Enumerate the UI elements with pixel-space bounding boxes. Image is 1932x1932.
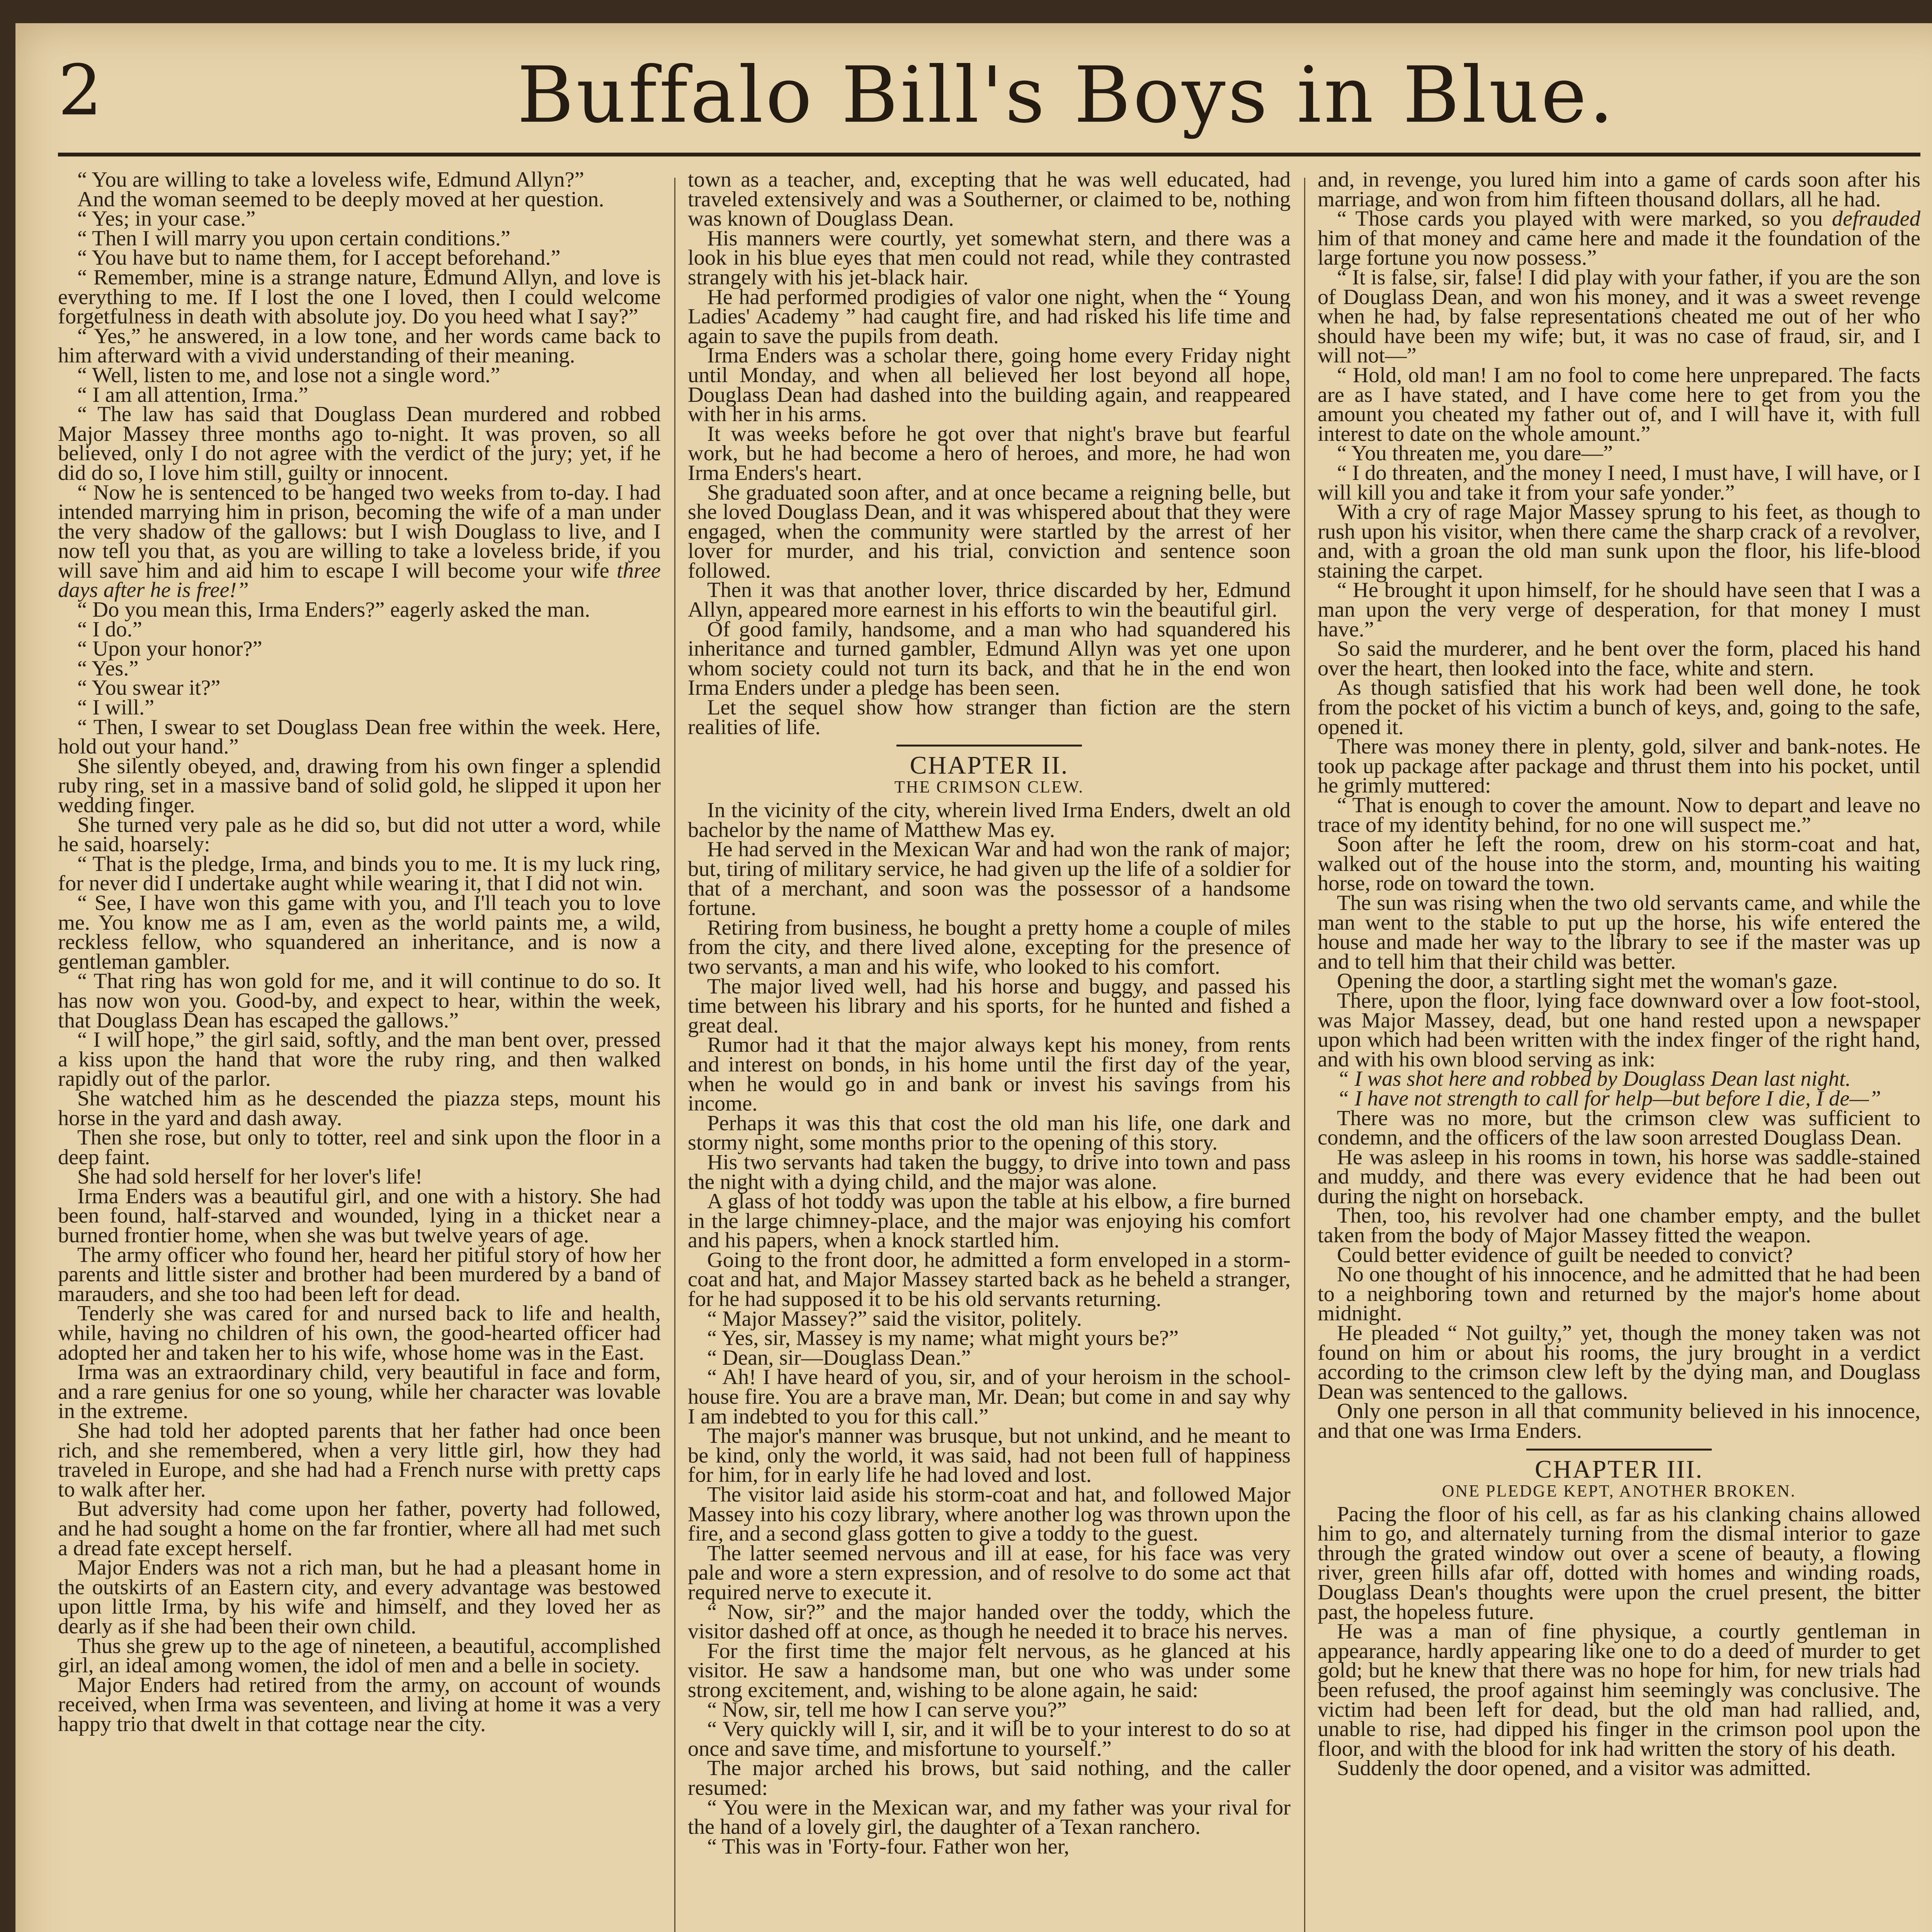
italic-text: defrauded bbox=[1832, 207, 1920, 231]
paragraph: Major Enders had retired from the army, on account of wounds received, when Irma was seventeen, and living at home it was a very happy trio that dwelt in that cottage near the city. bbox=[58, 1673, 661, 1736]
paragraph: He pleaded “ Not guilty,” yet, though the money taken was not found on him or about his rooms, the jury brought in a verdict according to the crimson clew left by the dying man, and Douglass Dean was sentenced to the gallows. bbox=[1318, 1321, 1920, 1404]
paragraph: “ You threaten me, you dare—” bbox=[1337, 441, 1613, 466]
paragraph: “ That is enough to cover the amount. Now to depart and leave no trace of my identity behind, for no one will suspect me.” bbox=[1318, 793, 1920, 837]
italic-text: “ I was shot here and robbed by Douglass Dean last night. bbox=[1337, 1067, 1851, 1091]
publication-title: Buffalo Bill's Boys in Blue. bbox=[517, 50, 1616, 140]
paragraph: “ Do you mean this, Irma Enders?” eagerly asked the man. bbox=[77, 598, 590, 622]
page-number: 2 bbox=[58, 50, 102, 131]
paragraph: “ Dean, sir—Douglass Dean.” bbox=[707, 1345, 971, 1370]
paragraph: “ You swear it?” bbox=[77, 676, 221, 700]
paragraph: “ It is false, sir, false! I did play with your father, if you are the son of Douglass Dean, and won his money, and it was a sweet revenge when he had, by false representations cheated me out of her who should have been my wife; but, it was no case of fraud, sir, and I will not—” bbox=[1318, 265, 1920, 368]
paragraph: Retiring from business, he bought a pretty home a couple of miles from the city, and there lived alone, excepting for the presence of two servants, a man and his wife, who looked to his comfort. bbox=[688, 915, 1291, 979]
paragraph: She watched him as he descended the piazza steps, mount his horse in the yard and dash away. bbox=[58, 1086, 661, 1130]
paragraph: and, in revenge, you lured him into a game of cards soon after his marriage, and won from him fifteen thousand dollars, all he had. bbox=[1318, 170, 1920, 211]
paragraph: His two servants had taken the buggy, to drive into town and pass the night with a dying child, and the major was alone. bbox=[688, 1150, 1291, 1194]
paragraph: “ You have but to name them, for I accept beforehand.” bbox=[77, 246, 561, 270]
paragraph: Only one person in all that community believed in his innocence, and that one was Irma Enders. bbox=[1318, 1399, 1920, 1443]
paragraph: “ Hold, old man! I am no fool to come here unprepared. The facts are as I have stated, and I have come here to get from you the amount you cheated my father out of, and I will have it, with full interest to date on the whole amount.” bbox=[1318, 363, 1920, 446]
italic-quote bbox=[1318, 1086, 1920, 1111]
paragraph: “ Major Massey?” said the visitor, politely. bbox=[707, 1306, 1082, 1331]
paragraph: The major's manner was brusque, but not unkind, and he meant to be kind, only the world, it was said, had not been full of happiness for him, for in early life he had loved and lost. bbox=[688, 1424, 1291, 1487]
paragraph: There was no more, but the crimson clew was sufficient to condemn, and the officers of the law soon arrested Douglass Dean. bbox=[1318, 1106, 1920, 1150]
paragraph: A glass of hot toddy was upon the table at his elbow, a fire burned in the large chimney-place, and the major was enjoying his comfort and his papers, when a knock startled him. bbox=[688, 1189, 1291, 1253]
newspaper-page bbox=[15, 23, 1932, 1932]
paragraph: He had served in the Mexican War and had won the rank of major; but, tiring of military service, he had given up the life of a soldier for that of a merchant, and soon was the possessor of a handsome fortune. bbox=[688, 837, 1291, 920]
paragraph: Irma Enders was a beautiful girl, and one with a history. She had been found, half-starved and wounded, lying in a thicket near a burned frontier home, when she was but twelve years of age. bbox=[58, 1184, 661, 1248]
paragraph: Then, too, his revolver had one chamber empty, and the bullet taken from the body of Major Massey fitted the weapon. bbox=[1318, 1204, 1920, 1248]
paragraph: “ Very quickly will I, sir, and it will be to your interest to do so at once and save time, and misfortune to yourself.” bbox=[688, 1717, 1291, 1761]
paragraph: “ You were in the Mexican war, and my father was your rival for the hand of a lovely girl, the daughter of a Texan ranchero. bbox=[688, 1795, 1291, 1839]
paragraph: Rumor had it that the major always kept his money, from rents and interest on bonds, in his home until the first day of the year, when he would go in and bank or invest his savings from his income. bbox=[688, 1033, 1291, 1116]
paragraph: “ Yes, sir, Massey is my name; what might yours be?” bbox=[707, 1326, 1179, 1350]
paragraph: Then it was that another lover, thrice discarded by her, Edmund Allyn, appeared more earnest in his efforts to win the beautiful girl. bbox=[688, 578, 1291, 622]
paragraph: She had told her adopted parents that her father had once been rich, and she remembered, when a very little girl, how they had traveled in Europe, and she had had a French nurse with pretty caps to walk after her. bbox=[58, 1419, 661, 1502]
paragraph-text: him of that money and came here and made it the foundation of the large fortune you now possess.” bbox=[1318, 226, 1920, 270]
paragraph: He was a man of fine physique, a courtly gentleman in appearance, hardly appearing like one to do a deed of murder to get gold; but he knew that there was no hope for him, for new trials had been refused, the proof against him seemingly was conclusive. The victim had been left for dead, but the old man had rallied, and, unable to rise, had dipped his finger in the crimson pool upon the floor, and with the blood for ink had written the story of his death. bbox=[1318, 1619, 1920, 1761]
paragraph: She had sold herself for her lover's life! bbox=[77, 1165, 423, 1189]
paragraph: “ I do threaten, and the money I need, I must have, I will have, or I will kill you and take it from your safe yonder.” bbox=[1318, 461, 1920, 505]
paragraph: “ I do.” bbox=[77, 617, 142, 641]
chapter-heading bbox=[688, 745, 1291, 797]
paragraph: So said the murderer, and he bent over the form, placed his hand over the heart, then looked into the face, white and stern. bbox=[1318, 637, 1920, 680]
paragraph: “ Then I will marry you upon certain conditions.” bbox=[77, 226, 510, 250]
paragraph: “ Now, sir?” and the major handed over the toddy, which the visitor dashed off at once, as though he needed it to brace his nerves. bbox=[688, 1600, 1291, 1644]
paragraph: “ Yes.” bbox=[77, 656, 139, 680]
paragraph: Irma Enders was a scholar there, going home every Friday night until Monday, and when all believed her lost beyond all hope, Douglass Dean had dashed into the building again, and reappeared with her in his arms. bbox=[688, 344, 1291, 427]
paragraph: Could better evidence of guilt be needed to convict? bbox=[1337, 1243, 1793, 1267]
paragraph: No one thought of his innocence, and he admitted that he had been to a neighboring town and returned by the major's home about midnight. bbox=[1318, 1262, 1920, 1326]
paragraph: Suddenly the door opened, and a visitor was admitted. bbox=[1337, 1756, 1811, 1781]
paragraph: Perhaps it was this that cost the old man his life, one dark and stormy night, some months prior to the opening of this story. bbox=[688, 1111, 1291, 1155]
chapter-heading bbox=[1318, 1449, 1920, 1501]
header-rule bbox=[58, 153, 1920, 156]
paragraph: “ Well, listen to me, and lose not a single word.” bbox=[77, 363, 500, 387]
paragraph: And the woman seemed to be deeply moved at her question. bbox=[77, 187, 604, 211]
paragraph: The army officer who found her, heard her pitiful story of how her parents and little sister and brother had been murdered by a band of marauders, and she too had been left for dead. bbox=[58, 1243, 661, 1306]
column-1 bbox=[58, 170, 661, 1932]
paragraph bbox=[58, 480, 661, 602]
paragraph: Major Enders was not a rich man, but he had a pleasant home in the outskirts of an Eastern city, and every advantage was bestowed upon little Irma, by his wife and himself, and they loved her as dearly as if she had been their own child. bbox=[58, 1556, 661, 1638]
chapter-rule bbox=[1526, 1449, 1712, 1451]
paragraph: As though satisfied that his work had been well done, he took from the pocket of his victim a bunch of keys, and, going to the safe, opened it. bbox=[1318, 676, 1920, 739]
paragraph-text: “ Now he is sentenced to be hanged two weeks from to-day. I had intended marrying him in prison, becoming the wife of a man under the very shadow of the gallows: but I wish Douglass to live, and I now tell you that, as you are willing to take a loveless bride, if you will save him and aid him to escape I will become your wife bbox=[58, 480, 661, 583]
paragraph: Then she rose, but only to totter, reel and sink upon the floor in a deep faint. bbox=[58, 1126, 661, 1169]
paragraph: The visitor laid aside his storm-coat and hat, and followed Major Massey into his cozy library, where another log was thrown upon the fire, and a second glass gotten to give a toddy to the guest. bbox=[688, 1483, 1291, 1546]
paragraph: Going to the front door, he admitted a form enveloped in a storm-coat and hat, and Major Massey started back as he beheld a stranger, for he had supposed it to be his old servants returning. bbox=[688, 1248, 1291, 1311]
paragraph: “ Now, sir, tell me how I can serve you?” bbox=[707, 1697, 1067, 1722]
paragraph: Tenderly she was cared for and nursed back to life and health, while, having no children of his own, the good-hearted officer had adopted her and taken her to his wife, whose home was in the East. bbox=[58, 1301, 661, 1365]
chapter-rule bbox=[896, 745, 1082, 747]
paragraph bbox=[1318, 209, 1920, 268]
paragraph: “ Yes,” he answered, in a low tone, and her words came back to him afterward with a vivid understanding of their meaning. bbox=[58, 324, 661, 368]
paragraph: The latter seemed nervous and ill at ease, for his face was very pale and wore a stern expression, and of resolve to do some act that required nerve to execute it. bbox=[688, 1541, 1291, 1604]
paragraph: “ You are willing to take a loveless wife, Edmund Allyn?” bbox=[77, 170, 584, 192]
paragraph: The sun was rising when the two old servants came, and while the man went to the stable to put up the horse, his wife entered the house and made her way to the library to see if the master was up and to tell him that their child was better. bbox=[1318, 891, 1920, 974]
paragraph: “ See, I have won this game with you, and I'll teach you to love me. You know me as I am, even as the world paints me, a wild, reckless fellow, who squandered an inheritance, and is now a gentleman gambler. bbox=[58, 891, 661, 974]
paragraph: But adversity had come upon her father, poverty had followed, and he had sought a home on the far frontier, where all had met such a dread fate except herself. bbox=[58, 1497, 661, 1560]
paragraph: His manners were courtly, yet somewhat stern, and there was a look in his blue eyes that men could not read, while they contrasted strangely with his jet-black hair. bbox=[688, 226, 1291, 289]
paragraph: Thus she grew up to the age of nineteen, a beautiful, accomplished girl, an ideal among women, the idol of men and a belle in society. bbox=[58, 1634, 661, 1678]
italic-text: three days after he is free!” bbox=[58, 558, 661, 602]
paragraph: Of good family, handsome, and a man who had squandered his inheritance and turned gambler, Edmund Allyn was yet one upon whom society could not turn its back, and that he in the end won Irma Enders under a pledge has been seen. bbox=[688, 617, 1291, 700]
column-2 bbox=[688, 170, 1291, 1932]
chapter-number: CHAPTER III. bbox=[1535, 1455, 1703, 1483]
paragraph: She graduated soon after, and at once became a reigning belle, but she loved Douglass Dean, and it was whispered about that they were engaged, when the community were startled by the arrest of her lover for murder, and his trial, conviction and sentence soon followed. bbox=[688, 480, 1291, 583]
paragraph: town as a teacher, and, excepting that he was well educated, had traveled extensively and was a Southerner, or claimed to be, nothing was known of Douglass Dean. bbox=[688, 170, 1291, 231]
paragraph: “ The law has said that Douglass Dean murdered and robbed Major Massey three months ago to-night. It was proven, so all believed, only I do not agree with the verdict of the jury; yet, if he did do so, I love him still, guilty or innocent. bbox=[58, 402, 661, 485]
paragraph: For the first time the major felt nervous, as he glanced at his visitor. He saw a handsome man, but one who was under some strong excitement, and, wishing to be alone again, he said: bbox=[688, 1639, 1291, 1702]
column-3 bbox=[1318, 170, 1920, 1932]
paragraph: “ Then, I swear to set Douglass Dean free within the week. Here, hold out your hand.” bbox=[58, 715, 661, 759]
paragraph: Soon after he left the room, drew on his storm-coat and hat, walked out of the house into the storm, and, mounting his waiting horse, rode on toward the town. bbox=[1318, 832, 1920, 896]
paragraph: “ Remember, mine is a strange nature, Edmund Allyn, and love is everything to me. If I lost the one I loved, then I could welcome forgetfulness in death with absolute joy. Do you heed what I say?” bbox=[58, 265, 661, 329]
paragraph: Let the sequel show how stranger than fiction are the stern realities of life. bbox=[688, 696, 1291, 739]
paragraph: The major arched his brows, but said nothing, and the caller resumed: bbox=[688, 1756, 1291, 1800]
page-header bbox=[58, 43, 1920, 147]
paragraph: There, upon the floor, lying face downward over a low foot-stool, was Major Massey, dead, but one hand rested upon a newspaper upon which had been written with the index finger of the right hand, and with his own blood serving as ink: bbox=[1318, 988, 1920, 1071]
column-divider bbox=[1304, 178, 1305, 1932]
paragraph: “ I will hope,” the girl said, softly, and the man bent over, pressed a kiss upon the hand that wore the ruby ring, and then walked rapidly out of the parlor. bbox=[58, 1028, 661, 1091]
paragraph: She silently obeyed, and, drawing from his own finger a splendid ruby ring, set in a massive band of solid gold, he slipped it upon her wedding finger. bbox=[58, 754, 661, 817]
paragraph: Irma was an extraordinary child, very beautiful in face and form, and a rare genius for one so young, while her character was lovable in the extreme. bbox=[58, 1360, 661, 1423]
paragraph: Opening the door, a startling sight met the woman's gaze. bbox=[1337, 969, 1838, 993]
paragraph: He was asleep in his rooms in town, his horse was saddle-stained and muddy, and there was every evidence that he had been out during the night on horseback. bbox=[1318, 1145, 1920, 1208]
paragraph: “ Ah! I have heard of you, sir, and of your heroism in the school-house fire. You are a brave man, Mr. Dean; but come in and say why I am indebted to you for this call.” bbox=[688, 1365, 1291, 1429]
column-divider bbox=[674, 178, 675, 1932]
paragraph: She turned very pale as he did so, but did not utter a word, while he said, hoarsely: bbox=[58, 813, 661, 857]
chapter-number: CHAPTER II. bbox=[910, 751, 1069, 780]
paragraph: “ I will.” bbox=[77, 696, 155, 720]
italic-quote bbox=[1318, 1069, 1920, 1089]
paragraph: “ I am all attention, Irma.” bbox=[77, 383, 308, 407]
paragraph: With a cry of rage Major Massey sprung to his feet, as though to rush upon his visitor, when there came the sharp crack of a revolver, and, with a groan the old man sunk upon the floor, his life-blood staining the carpet. bbox=[1318, 500, 1920, 583]
paragraph: There was money there in plenty, gold, silver and bank-notes. He took up package after package and thrust them into his pocket, until he grimly muttered: bbox=[1318, 735, 1920, 798]
chapter-title: ONE PLEDGE KEPT, ANOTHER BROKEN. bbox=[1442, 1481, 1796, 1500]
paragraph: “ He brought it upon himself, for he should have seen that I was a man upon the very verge of desperation, for that money I must have.” bbox=[1318, 578, 1920, 641]
article-columns bbox=[58, 170, 1920, 1932]
paragraph: In the vicinity of the city, wherein lived Irma Enders, dwelt an old bachelor by the name of Matthew Mas ey. bbox=[688, 798, 1291, 842]
paragraph: “ That ring has won gold for me, and it will continue to do so. It has now won you. Good-by, and expect to hear, within the week, that Douglass Dean has escaped the gallows.” bbox=[58, 969, 661, 1032]
paragraph-text: “ Those cards you played with were marked, so you bbox=[1337, 207, 1823, 231]
paragraph: The major lived well, had his horse and buggy, and passed his time between his library and his sports, for he hunted and fished a great deal. bbox=[688, 974, 1291, 1037]
paragraph: He had performed prodigies of valor one night, when the “ Young Ladies' Academy ” had caught fire, and had risked his life time and again to save the pupils from death. bbox=[688, 285, 1291, 348]
paragraph: “ Yes; in your case.” bbox=[77, 207, 256, 231]
paragraph: “ This was in 'Forty-four. Father won her, bbox=[707, 1834, 1070, 1859]
paragraph: Pacing the floor of his cell, as far as his clanking chains allowed him to go, and alternately turning from the dismal interior to gaze through the grated window out over a scene of beauty, a flowing river, green hills afar off, dotted with homes and winding roads, Douglass Dean's thoughts were upon the cruel present, the bitter past, the hopeless future. bbox=[1318, 1502, 1920, 1624]
paragraph: It was weeks before he got over that night's brave but fearful work, but he had become a hero of heroes, and more, he had won Irma Enders's heart. bbox=[688, 422, 1291, 485]
italic-text: “ I have not strength to call for help—but before I die, I de—” bbox=[1337, 1086, 1881, 1111]
chapter-title: THE CRIMSON CLEW. bbox=[894, 777, 1084, 797]
paragraph: “ That is the pledge, Irma, and binds you to me. It is my luck ring, for never did I undertake aught while wearing it, that I did not win. bbox=[58, 852, 661, 896]
paragraph: “ Upon your honor?” bbox=[77, 637, 262, 661]
